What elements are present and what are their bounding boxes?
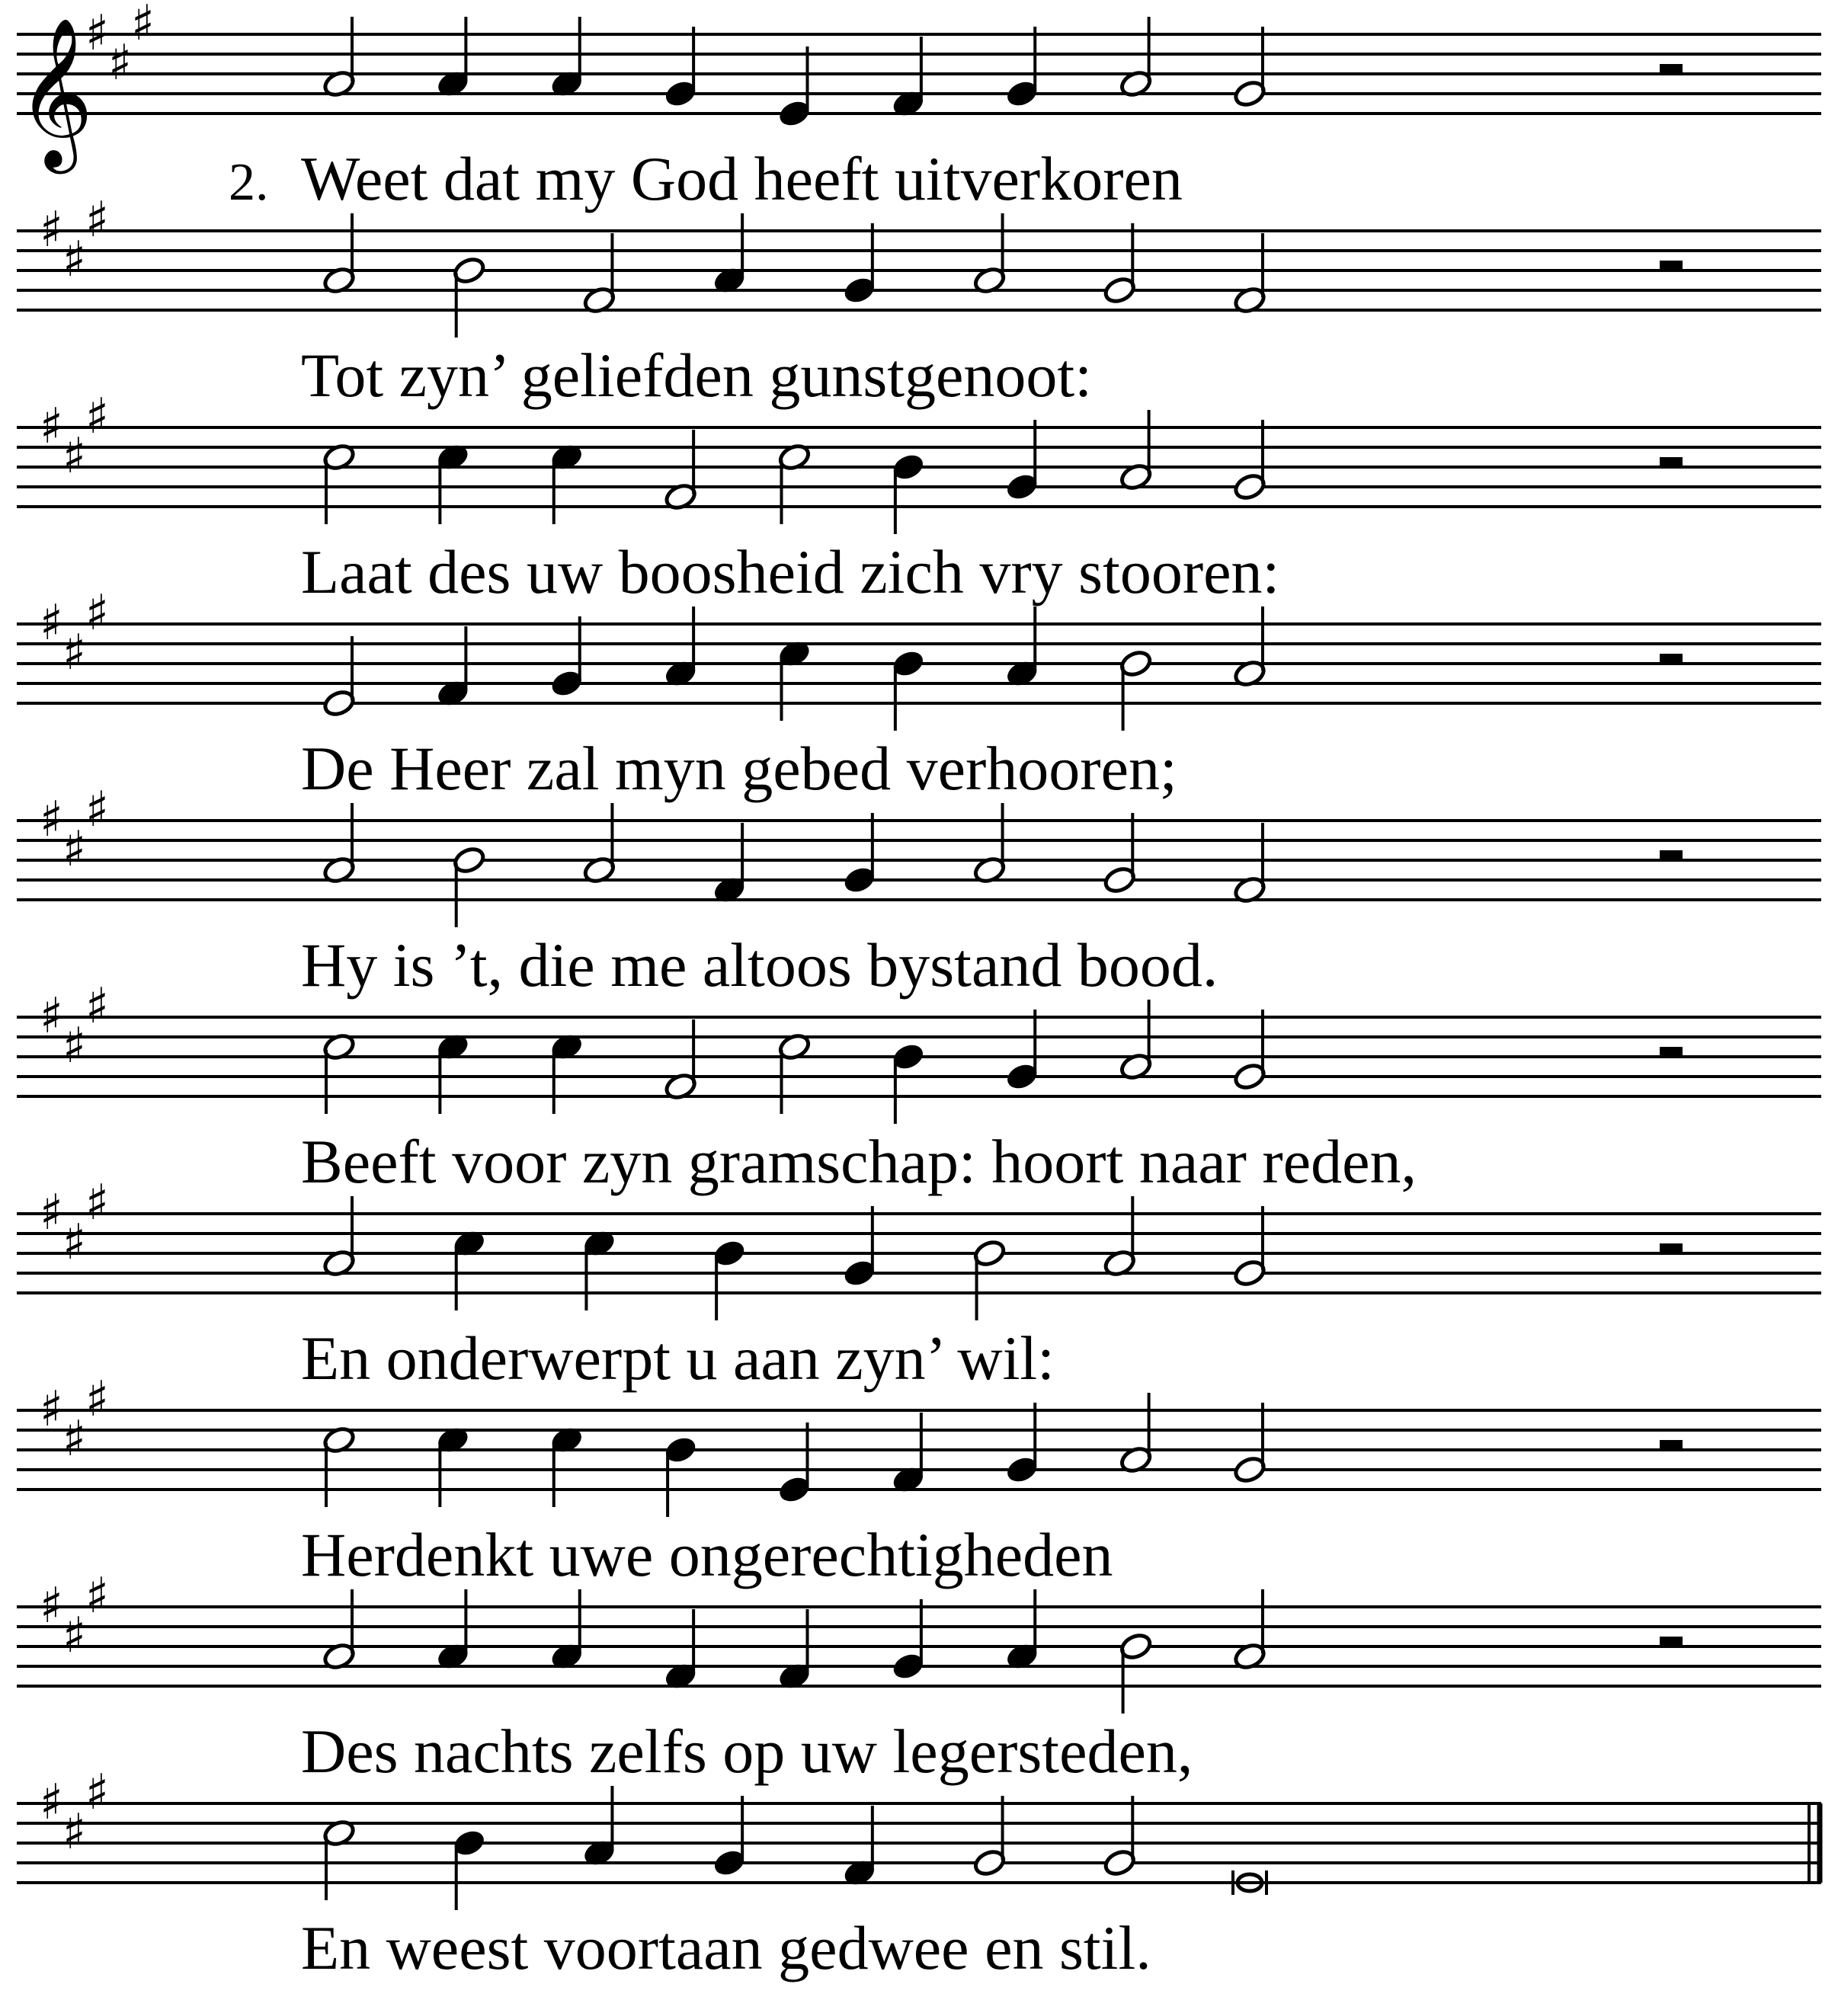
lyric-line: Des nachts zelfs op uw legersteden, bbox=[301, 1717, 1193, 1786]
staff-system bbox=[17, 1175, 1821, 1393]
note bbox=[322, 1425, 356, 1507]
note bbox=[1232, 27, 1266, 109]
sharp-icon: ♯ bbox=[85, 1765, 109, 1821]
note bbox=[891, 37, 925, 119]
note bbox=[891, 1042, 925, 1124]
note bbox=[663, 1609, 697, 1691]
sharp-icon: ♯ bbox=[131, 0, 155, 52]
half-rest-icon bbox=[1660, 1637, 1683, 1646]
note bbox=[842, 223, 876, 306]
note bbox=[842, 813, 876, 895]
note bbox=[1005, 1403, 1039, 1485]
sharp-icon: ♯ bbox=[85, 585, 109, 642]
note bbox=[1103, 1796, 1137, 1878]
verse-number: 2. bbox=[229, 153, 269, 212]
note bbox=[549, 17, 584, 99]
note bbox=[549, 616, 584, 699]
note bbox=[1119, 17, 1153, 99]
note bbox=[777, 1032, 812, 1114]
note bbox=[777, 1422, 812, 1505]
note bbox=[452, 255, 486, 338]
note bbox=[663, 1019, 697, 1102]
lyric-line: En weest voortaan gedwee en stil. bbox=[301, 1913, 1151, 1982]
note bbox=[549, 442, 584, 524]
sharp-icon: ♯ bbox=[85, 782, 109, 838]
note bbox=[1232, 420, 1266, 502]
lyric-line: Tot zyn’ geliefden gunstgenoot: bbox=[301, 341, 1092, 410]
note bbox=[1119, 1393, 1153, 1475]
lyric-line: Weet dat my God heeft uitverkoren bbox=[301, 144, 1183, 213]
note bbox=[582, 1228, 616, 1310]
note bbox=[582, 1786, 616, 1868]
note bbox=[549, 1425, 584, 1507]
sharp-icon: ♯ bbox=[62, 1411, 86, 1467]
note bbox=[1103, 813, 1137, 895]
note bbox=[1232, 1206, 1266, 1288]
staff-system bbox=[17, 978, 1821, 1196]
sharp-icon: ♯ bbox=[62, 428, 86, 485]
lyric-line: Herdenkt uwe ongerechtigheden bbox=[301, 1520, 1113, 1589]
staff-system bbox=[17, 1568, 1821, 1786]
note bbox=[436, 626, 470, 709]
half-rest-icon bbox=[1660, 654, 1683, 664]
note bbox=[777, 1609, 812, 1691]
note bbox=[1005, 1589, 1039, 1672]
note bbox=[972, 213, 1007, 296]
note bbox=[777, 442, 812, 524]
note bbox=[663, 27, 697, 109]
lyric-line: Beeft voor zyn gramschap: hoort naar reden, bbox=[301, 1127, 1417, 1196]
note bbox=[663, 430, 697, 512]
note bbox=[452, 1228, 486, 1310]
note bbox=[712, 213, 746, 296]
staff-system bbox=[17, 192, 1821, 410]
sharp-icon: ♯ bbox=[62, 625, 86, 681]
note bbox=[452, 1828, 486, 1910]
lyric-line: De Heer zal myn gebed verhooren; bbox=[301, 734, 1177, 803]
sharp-icon: ♯ bbox=[85, 192, 109, 248]
staff-system bbox=[17, 782, 1821, 1000]
sharp-icon: ♯ bbox=[62, 232, 86, 288]
half-rest-icon bbox=[1660, 64, 1683, 74]
sharp-icon: ♯ bbox=[40, 1185, 63, 1241]
sharp-icon: ♯ bbox=[62, 1214, 86, 1271]
note bbox=[777, 46, 812, 129]
sharp-icon: ♯ bbox=[40, 398, 63, 455]
sharp-icon: ♯ bbox=[85, 5, 109, 62]
half-rest-icon bbox=[1660, 261, 1683, 270]
sharp-icon: ♯ bbox=[40, 595, 63, 651]
staff-system bbox=[17, 0, 1821, 213]
note bbox=[1005, 1010, 1039, 1092]
note bbox=[322, 1589, 356, 1672]
note bbox=[322, 636, 356, 718]
sharp-icon: ♯ bbox=[40, 1578, 63, 1634]
note bbox=[1103, 1196, 1137, 1278]
note bbox=[322, 442, 356, 524]
note bbox=[1005, 27, 1039, 109]
note bbox=[891, 648, 925, 731]
note bbox=[549, 1589, 584, 1672]
note bbox=[1119, 1000, 1153, 1082]
note bbox=[322, 213, 356, 296]
sharp-icon: ♯ bbox=[108, 35, 132, 91]
note bbox=[549, 1032, 584, 1114]
note bbox=[582, 803, 616, 885]
sharp-icon: ♯ bbox=[40, 1774, 63, 1831]
note bbox=[663, 606, 697, 689]
note bbox=[1005, 420, 1039, 502]
note bbox=[712, 823, 746, 905]
sharp-icon: ♯ bbox=[85, 978, 109, 1035]
note bbox=[1232, 1403, 1266, 1485]
half-rest-icon bbox=[1660, 457, 1683, 467]
sharp-icon: ♯ bbox=[40, 202, 63, 258]
note bbox=[712, 1796, 746, 1878]
note bbox=[972, 803, 1007, 885]
sharp-icon: ♯ bbox=[40, 1381, 63, 1438]
half-rest-icon bbox=[1660, 1047, 1683, 1057]
staff-system bbox=[17, 389, 1821, 606]
note bbox=[322, 17, 356, 99]
note bbox=[1232, 1010, 1266, 1092]
note bbox=[1232, 823, 1266, 905]
note bbox=[663, 1435, 697, 1517]
note bbox=[1232, 1589, 1266, 1672]
note bbox=[1232, 606, 1266, 689]
half-rest-icon bbox=[1660, 850, 1683, 860]
sharp-icon: ♯ bbox=[62, 821, 86, 878]
note bbox=[842, 1206, 876, 1288]
note bbox=[1005, 606, 1039, 689]
staff-system bbox=[17, 1371, 1821, 1589]
sharp-icon: ♯ bbox=[85, 1568, 109, 1624]
note bbox=[777, 638, 812, 721]
note bbox=[436, 1589, 470, 1672]
note bbox=[712, 1238, 746, 1320]
staff-system bbox=[17, 1765, 1821, 1982]
lyric-line: Hy is ’t, die me altoos bystand bood. bbox=[301, 930, 1218, 1000]
sharp-icon: ♯ bbox=[85, 389, 109, 445]
half-rest-icon bbox=[1660, 1440, 1683, 1450]
note bbox=[972, 1238, 1007, 1320]
note bbox=[891, 1413, 925, 1495]
note bbox=[1103, 223, 1137, 306]
sharp-icon: ♯ bbox=[85, 1371, 109, 1428]
note bbox=[452, 845, 486, 927]
note bbox=[436, 442, 470, 524]
sharp-icon: ♯ bbox=[40, 792, 63, 848]
lyric-line: En onderwerpt u aan zyn’ wil: bbox=[301, 1323, 1055, 1393]
note bbox=[891, 1599, 925, 1682]
note bbox=[436, 1425, 470, 1507]
note bbox=[1119, 410, 1153, 492]
half-rest-icon bbox=[1660, 1243, 1683, 1253]
note bbox=[436, 1032, 470, 1114]
note bbox=[582, 233, 616, 315]
sharp-icon: ♯ bbox=[85, 1175, 109, 1231]
note bbox=[322, 1818, 356, 1900]
note bbox=[1119, 1631, 1153, 1714]
sharp-icon: ♯ bbox=[62, 1804, 86, 1861]
note bbox=[842, 1806, 876, 1888]
note bbox=[322, 1196, 356, 1278]
staff-system bbox=[17, 585, 1821, 803]
note bbox=[322, 1032, 356, 1114]
treble-clef-icon: 𝄞 bbox=[17, 17, 94, 168]
sharp-icon: ♯ bbox=[40, 988, 63, 1045]
note bbox=[891, 452, 925, 534]
note bbox=[322, 803, 356, 885]
lyric-line: Laat des uw boosheid zich vry stooren: bbox=[301, 537, 1280, 606]
note bbox=[1232, 233, 1266, 315]
sharp-icon: ♯ bbox=[62, 1608, 86, 1664]
note bbox=[972, 1796, 1007, 1878]
note bbox=[436, 17, 470, 99]
sharp-icon: ♯ bbox=[62, 1018, 86, 1074]
note bbox=[1119, 648, 1153, 731]
